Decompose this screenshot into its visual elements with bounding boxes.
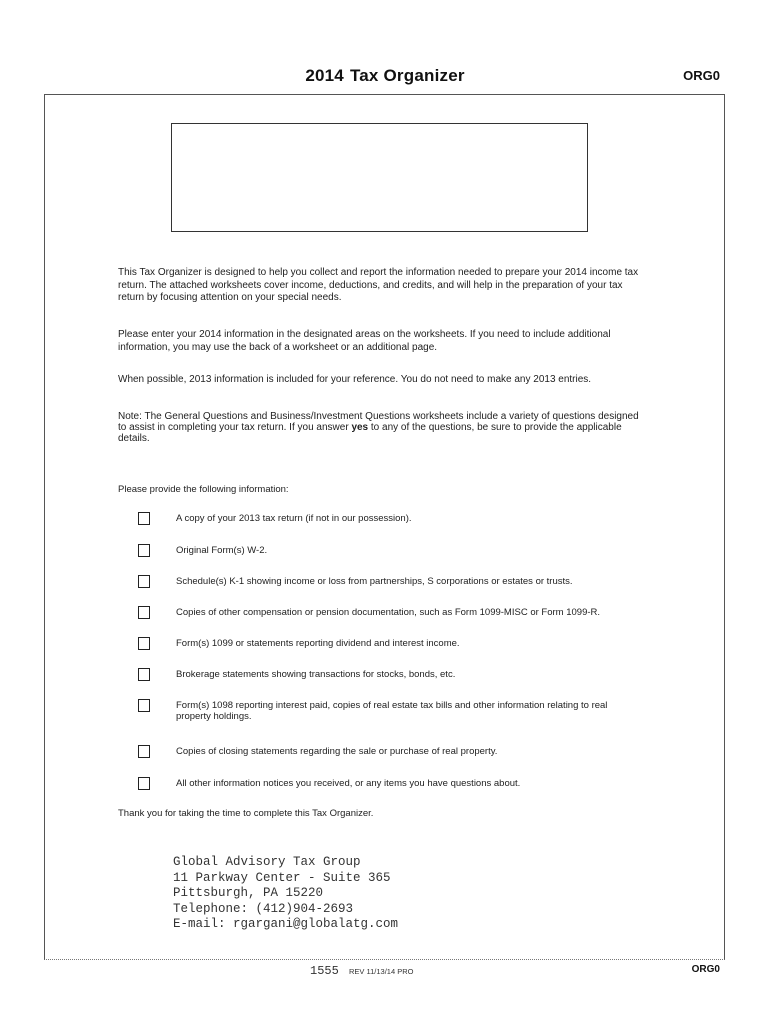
preparer-address: [173, 855, 398, 933]
address-firm: Global Advisory Tax Group: [173, 855, 361, 869]
page-title: [0, 66, 770, 86]
checklist-label: Form(s) 1099 or statements reporting dividend and interest income.: [176, 638, 460, 649]
checklist-label: A copy of your 2013 tax return (if not in our possession).: [176, 513, 412, 524]
address-phone: Telephone: (412)904-2693: [173, 901, 354, 916]
title-year: 2014: [305, 66, 344, 85]
note-text-start: Note: The General Questions and Business/Investment Questions worksheets include a variety of questions designed to assist in completing your tax return. If you answer: [118, 411, 639, 433]
address-street: 11 Parkway Center - Suite 365: [173, 870, 391, 885]
checkbox[interactable]: [138, 699, 150, 712]
address-email: E-mail: rgargani@globalatg.com: [173, 917, 399, 932]
checkbox[interactable]: [138, 544, 150, 557]
checklist-label: Copies of other compensation or pension documentation, such as Form 1099-MISC or Form 1099-R.: [176, 607, 601, 618]
checkbox[interactable]: [138, 777, 150, 790]
footer-form-number: 1555: [310, 964, 339, 978]
checklist-label: Original Form(s) W-2.: [176, 545, 268, 556]
note-text-end: to any of the questions, be sure to provide the applicable details.: [118, 422, 622, 444]
checklist-label: Schedule(s) K-1 showing income or loss from partnerships, S corporations or estates or trusts.: [176, 576, 573, 587]
thank-you-text: Thank you for taking the time to complete this Tax Organizer.: [118, 808, 374, 819]
intro-paragraph-2: Please enter your 2014 information in the designated areas on the worksheets. If you need to include additional information, you may use the back of a worksheet or an additional page.: [118, 329, 611, 353]
checklist-label: Copies of closing statements regarding the sale or purchase of real property.: [176, 746, 498, 757]
form-code-bottom: ORG0: [691, 964, 720, 975]
intro-paragraph-1: This Tax Organizer is designed to help you collect and report the information needed to prepare your 2014 income tax return. The attached worksheets cover income, deductions, and credits, and will help in the preparation of your tax return by focusing attention on your special needs.: [118, 267, 639, 303]
note-yes: yes: [351, 422, 369, 433]
form-code-top: ORG0: [683, 68, 720, 83]
checkbox[interactable]: [138, 575, 150, 588]
intro-note: [118, 411, 648, 444]
address-city: Pittsburgh, PA 15220: [173, 886, 324, 901]
provide-label: Please provide the following information:: [118, 484, 289, 495]
checkbox[interactable]: [138, 512, 150, 525]
checkbox[interactable]: [138, 668, 150, 681]
intro-paragraph-3: When possible, 2013 information is included for your reference. You do not need to make any 2013 entries.: [118, 374, 592, 385]
checkbox[interactable]: [138, 637, 150, 650]
checklist-label: Brokerage statements showing transactions for stocks, bonds, etc.: [176, 669, 456, 680]
checklist-label: All other information notices you received, or any items you have questions about.: [176, 778, 521, 789]
checkbox[interactable]: [138, 745, 150, 758]
checkbox[interactable]: [138, 606, 150, 619]
title-text: Tax Organizer: [349, 66, 465, 85]
client-name-box: [171, 123, 588, 232]
footer-revision: REV 11/13/14 PRO: [349, 967, 414, 976]
checklist-label: Form(s) 1098 reporting interest paid, copies of real estate tax bills and other information relating to real property holdings.: [176, 700, 608, 722]
